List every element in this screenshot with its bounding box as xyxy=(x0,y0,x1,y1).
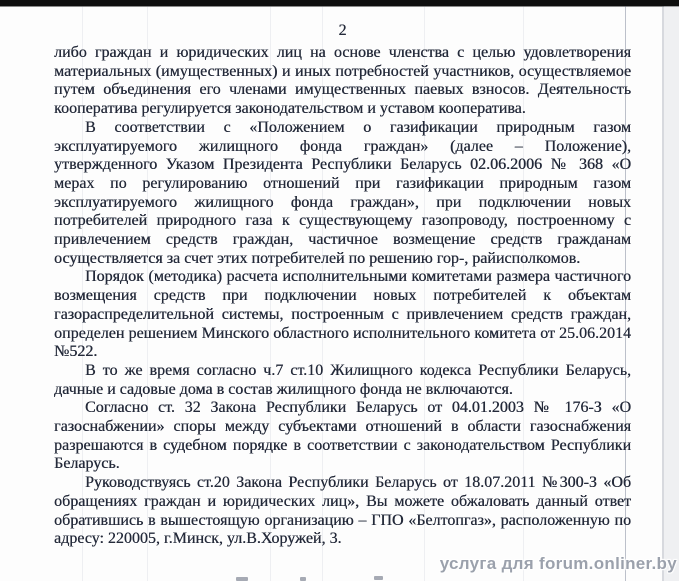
paragraph-appeal-instructions: Руководствуясь ст.20 Закона Республики Беларусь от 18.07.2011 №300-З «Об обращениях граждан и юридических лиц», Вы можете обжаловать данный ответ обратившись в вышестоящую организацию – ГПО «Белтопгаз», расположенную по адресу: 220005, г.Минск, ул.В.Хоружей, 3. xyxy=(54,474,631,548)
page-number: 2 xyxy=(338,22,347,39)
paragraph-gas-supply-law: Согласно ст. 32 Закона Республики Беларусь от 04.01.2003 № 176-З «О газоснабжении» споры между субъектами отношений в области газоснабжения разрешаются в судебном порядке в соответствии с законодательством Республики Беларусь. xyxy=(54,399,631,473)
forum-watermark: услуга для forum.onliner.by xyxy=(439,554,677,573)
cutoff-next-line-fragment xyxy=(374,576,383,580)
document-body xyxy=(54,44,631,549)
cutoff-next-line-fragment xyxy=(300,577,306,581)
scan-outer-strip xyxy=(664,6,679,581)
paragraph-gasification-regulation: В соответствии с «Положением о газификации природным газом эксплуатируемого жилищного фонда граждан» (далее – Положение), утвержденного Указом Президента Республики Беларусь 02.06.2006 № 368 «О мерах по регулированию отношений при газификации природным газом эксплуатируемого жилищного фонда граждан», при подключении новых потребителей природного газа к существующему газопроводу, построенному с привлечением средств граждан, частичное возмещение средств гражданам осуществляется за счет этих потребителей по решению гор-, райисполкомов. xyxy=(54,118,631,267)
paragraph-continuation: либо граждан и юридических лиц на основе членства с целью удовлетворения материальных (имущественных) и иных потребностей участников, осуществляемое путем объединения его членами имущественных паевых взносов. Деятельность кооператива регулируется законодательством и уставом кооператива. xyxy=(54,44,631,118)
paragraph-housing-code: В то же время согласно ч.7 ст.10 Жилищного кодекса Республики Беларусь, дачные и садовые дома в состав жилищного фонда не включаются. xyxy=(54,361,631,398)
scan-top-edge-bar xyxy=(0,0,679,7)
paragraph-calculation-procedure: Порядок (методика) расчета исполнительными комитетами размера частичного возмещения средств при подключении новых потребителей к объектам газораспределительной системы, построенным с привлечением средств граждан, определен решением Минского областного исполнительного комитета от 25.06.2014 №522. xyxy=(54,268,631,361)
cutoff-next-line-fragment xyxy=(236,577,248,581)
